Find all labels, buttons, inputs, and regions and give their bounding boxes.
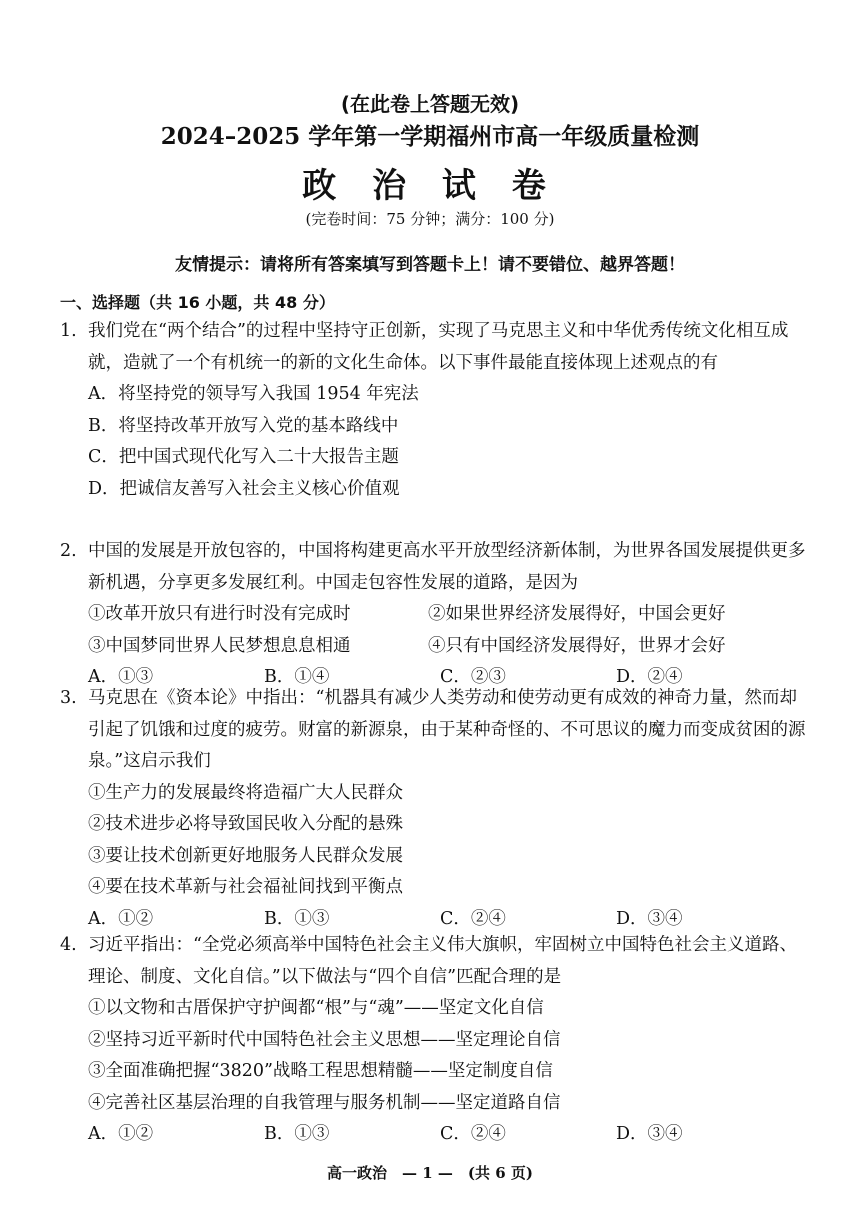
question-number: 2.	[60, 541, 77, 561]
item-2: ②技术进步必将导致国民收入分配的悬殊	[88, 814, 403, 834]
exam-info: (完卷时间：75 分钟；满分：100 分)	[305, 210, 555, 228]
question-number: 4.	[60, 935, 77, 955]
option-a: A．将坚持党的领导写入我国 1954 年宪法	[88, 384, 419, 404]
option-b: B．将坚持改革开放写入党的基本路线中	[88, 415, 399, 436]
choice-a: A．①②	[88, 1124, 154, 1144]
choice-d: D．②④	[616, 667, 683, 687]
item-3: ③要让技术创新更好地服务人民群众发展	[88, 845, 403, 866]
choice-a: A．①②	[88, 908, 154, 929]
question-number: 1.	[60, 321, 77, 341]
question-2	[60, 536, 810, 694]
item-4: ④只有中国经济发展得好，世界才会好	[428, 635, 726, 656]
item-3: ③全面准确把握“3820”战略工程思想精髓——坚定制度自信	[88, 1061, 553, 1081]
question-1	[60, 316, 810, 505]
item-1: ①以文物和古厝保护守护闽都“根”与“魂”——坚定文化自信	[88, 998, 544, 1018]
question-3	[60, 683, 810, 935]
choice-b: B．①③	[264, 1124, 330, 1144]
choice-d: D．③④	[616, 908, 683, 929]
choice-a: A．①③	[88, 667, 154, 687]
item-1: ①改革开放只有进行时没有完成时	[88, 604, 351, 624]
item-2: ②坚持习近平新时代中国特色社会主义思想——坚定理论自信	[88, 1029, 561, 1050]
question-stem: 我们党在“两个结合”的过程中坚持守正创新，实现了马克思主义和中华优秀传统文化相互成就，造就了一个有机统一的新的文化生命体。以下事件最能直接体现上述观点的有	[88, 321, 789, 373]
friendly-tip: 友情提示：请将所有答案填写到答题卡上！请不要错位、越界答题！	[175, 255, 685, 275]
question-stem: 马克思在《资本论》中指出：“机器具有减少人类劳动和使劳动更有成效的神奇力量，然而却引起了饥饿和过度的疲劳。财富的新源泉，由于某种奇怪的、不可思议的魔力而变成贫困的源泉。”这启示我们	[88, 688, 806, 771]
choice-b: B．①④	[264, 667, 330, 687]
question-stem: 习近平指出：“全党必须高举中国特色社会主义伟大旗帜，牢固树立中国特色社会主义道路、理论、制度、文化自信。”以下做法与“四个自信”匹配合理的是	[88, 935, 797, 987]
choice-b: B．①③	[264, 908, 330, 929]
page-footer: 高一政治 — 1 — (共 6 页)	[327, 1164, 533, 1182]
question-4	[60, 930, 810, 1151]
exam-name: 2024–2025 学年第一学期福州市高一年级质量检测	[160, 123, 700, 150]
item-3: ③中国梦同世界人民梦想息息相通	[88, 635, 351, 656]
choice-d: D．③④	[616, 1124, 683, 1144]
item-4: ④完善社区基层治理的自我管理与服务机制——坚定道路自信	[88, 1092, 561, 1113]
option-c: C．把中国式现代化写入二十大报告主题	[88, 447, 399, 467]
item-2: ②如果世界经济发展得好，中国会更好	[428, 604, 726, 624]
choice-c: C．②④	[440, 1124, 506, 1144]
choice-c: C．②④	[440, 908, 506, 929]
item-4: ④要在技术革新与社会福祉间找到平衡点	[88, 877, 403, 897]
question-stem: 中国的发展是开放包容的，中国将构建更高水平开放型经济新体制，为世界各国发展提供更多新机遇，分享更多发展红利。中国走包容性发展的道路，是因为	[88, 541, 806, 593]
section-heading: 一、选择题（共 16 小题，共 48 分）	[60, 293, 335, 312]
question-number: 3.	[60, 688, 77, 708]
item-1: ①生产力的发展最终将造福广大人民群众	[88, 782, 403, 803]
option-d: D．把诚信友善写入社会主义核心价值观	[88, 478, 400, 499]
choice-c: C．②③	[440, 667, 506, 687]
page-title: 政 治 试 卷	[302, 166, 558, 206]
exam-note: (在此卷上答题无效)	[340, 92, 520, 116]
